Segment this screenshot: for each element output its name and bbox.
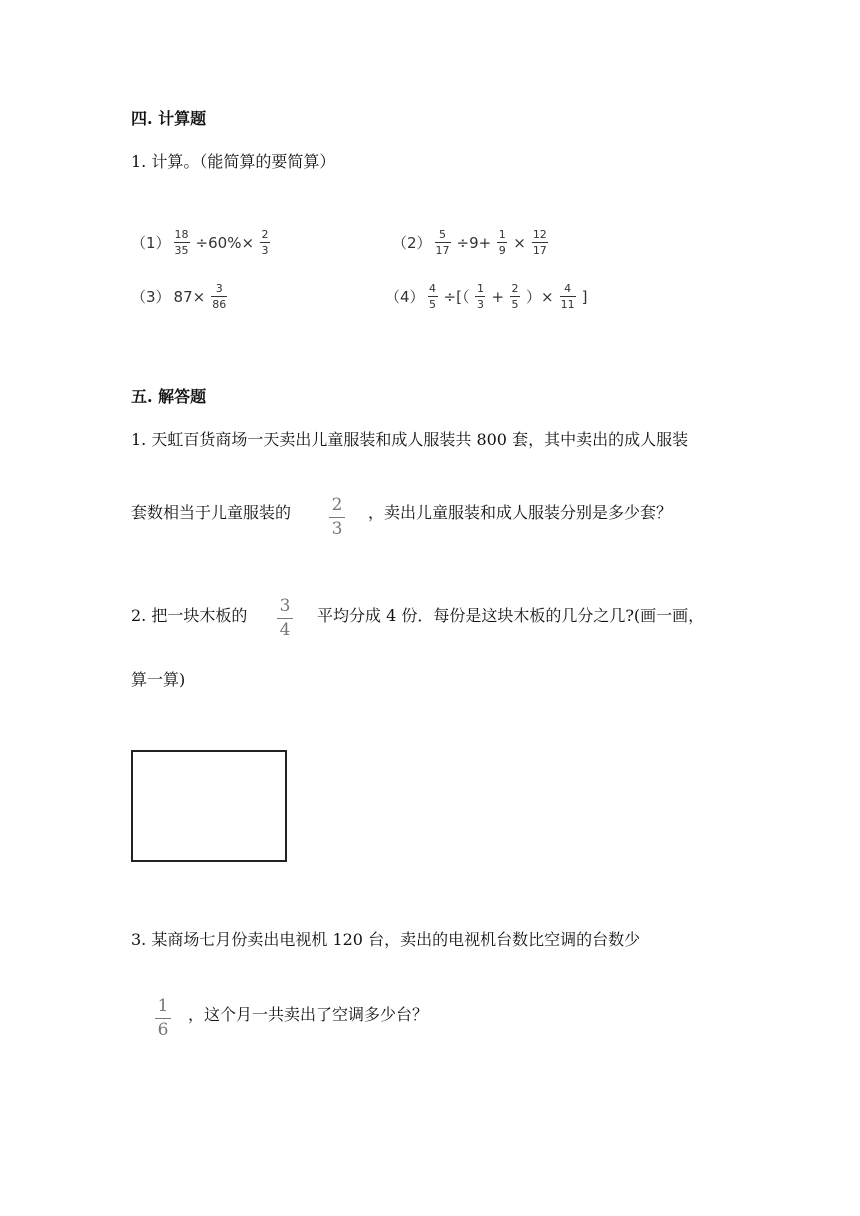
fraction: $\frac{1}{3}$ <box>476 282 484 311</box>
question-5-2-line-1a: 2. 把一块木板的 <box>131 606 248 625</box>
expression-label: （2） <box>392 234 432 252</box>
fraction: $\frac{5}{17}$ <box>435 228 450 257</box>
fraction: $\frac{4}{5}$ <box>429 282 437 311</box>
question-5-2-line-1b: 平均分成 4 份．每份是这块木板的几分之几?(画一画， <box>317 606 705 625</box>
expression-2 <box>392 229 551 256</box>
fraction: $\frac{2}{3}$ <box>261 228 269 257</box>
operator: ÷60%× <box>195 233 255 252</box>
expression-label: （1） <box>131 234 171 252</box>
expression-label: （4） <box>385 288 425 306</box>
question-5-1-line-2b: ，卖出儿童服装和成人服装分别是多少套？ <box>368 503 673 522</box>
fraction: $\frac{3}{86}$ <box>212 282 227 311</box>
question-5-3-line-2: ，这个月一共卖出了空调多少台？ <box>188 1005 429 1024</box>
section-4-heading: 四. 计算题 <box>131 109 207 128</box>
operator: ÷[（ <box>443 288 470 306</box>
drawing-box <box>131 750 287 862</box>
section-5-heading: 五. 解答题 <box>131 387 207 406</box>
fraction-image: 1 6 <box>155 998 171 1039</box>
fraction: $\frac{18}{35}$ <box>174 228 189 257</box>
question-5-3-line-1: 3. 某商场七月份卖出电视机 120 台，卖出的电视机台数比空调的台数少 <box>131 930 641 949</box>
question-5-1-line-2a: 套数相当于儿童服装的 <box>131 503 292 522</box>
operator: ] <box>581 287 588 306</box>
expression-1 <box>131 229 273 256</box>
expression-label: （3） <box>131 288 171 306</box>
question-5-2-line-2: 算一算) <box>131 670 186 689</box>
operator: + <box>491 287 505 306</box>
operator: 87× <box>173 287 206 306</box>
expression-3 <box>131 283 230 310</box>
expression-4 <box>385 283 590 310</box>
operator: ÷9+ <box>456 233 492 252</box>
fraction: $\frac{4}{11}$ <box>560 282 575 311</box>
operator: ）× <box>526 288 554 306</box>
question-4-1: 1. 计算。（能简算的要简算） <box>131 152 336 171</box>
question-5-1-line-1: 1. 天虹百货商场一天卖出儿童服装和成人服装共 800 套，其中卖出的成人服装 <box>131 430 689 449</box>
operator: × <box>513 233 526 252</box>
fraction: $\frac{1}{9}$ <box>498 228 506 257</box>
fraction-image: 3 4 <box>277 598 293 639</box>
fraction-image: 2 3 <box>329 497 345 538</box>
fraction: $\frac{12}{17}$ <box>532 228 547 257</box>
fraction: $\frac{2}{5}$ <box>511 282 519 311</box>
